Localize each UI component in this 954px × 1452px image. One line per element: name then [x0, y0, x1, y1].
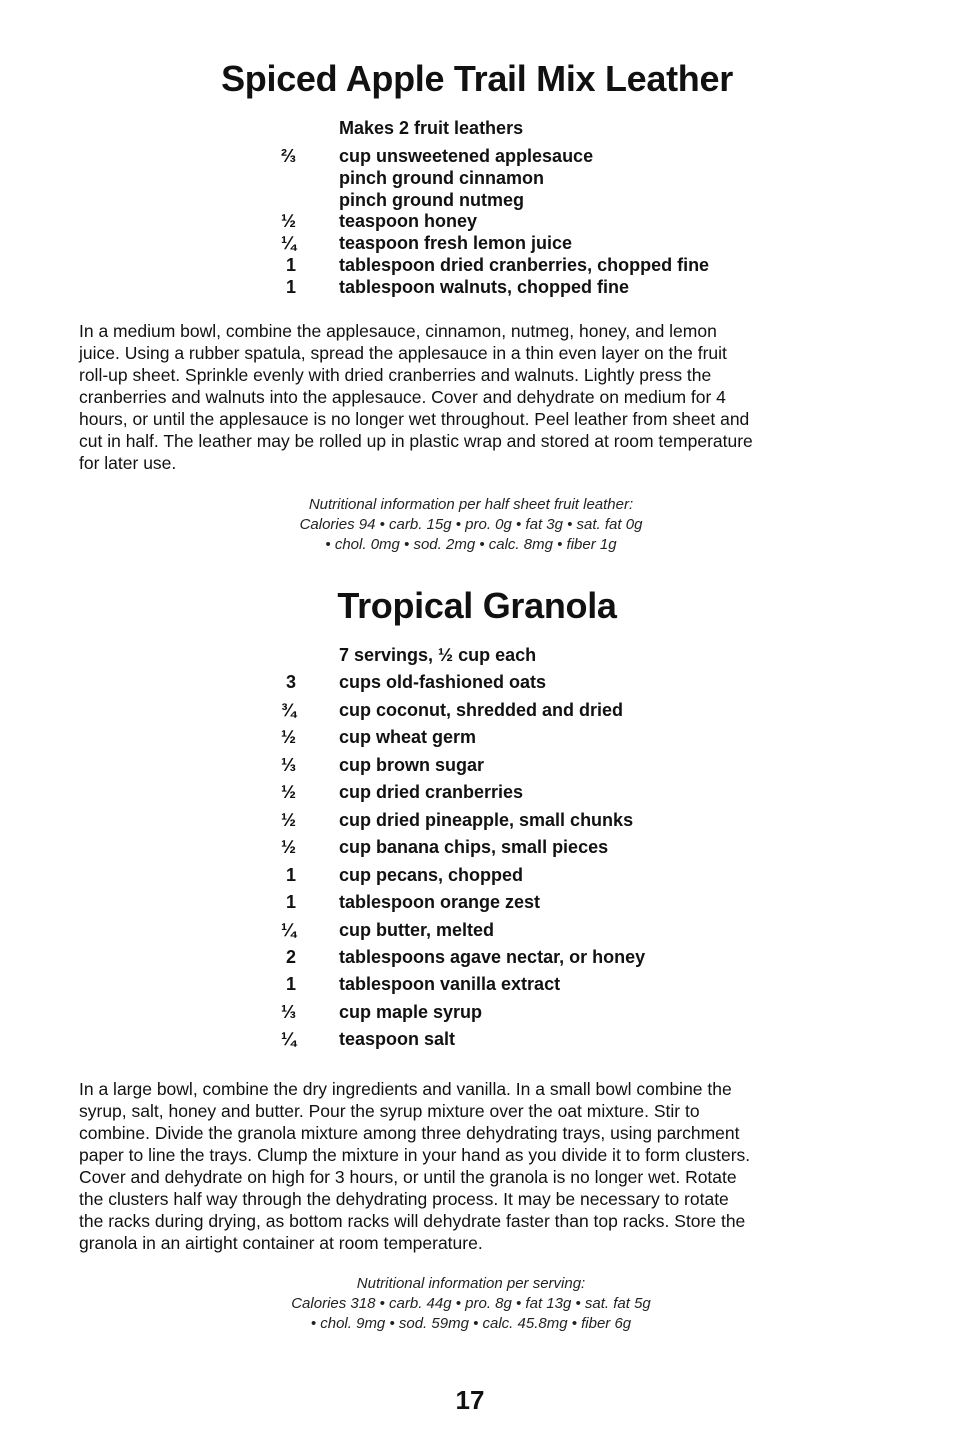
recipe-yield: [0, 117, 954, 139]
ingredient-description: tablespoon vanilla extract: [339, 974, 561, 994]
recipe-yield: [0, 644, 954, 666]
ingredient-row: [0, 671, 954, 693]
ingredient-row: [0, 946, 954, 968]
nutrition-line: • chol. 9mg • sod. 59mg • calc. 45.8mg • fiber 6g: [310, 1315, 632, 1332]
yield-text: Makes 2 fruit leathers: [339, 118, 524, 138]
page-number: 17: [455, 1385, 485, 1415]
ingredient-description: cup maple syrup: [339, 1002, 483, 1022]
ingredient-description: pinch ground nutmeg: [339, 190, 524, 210]
ingredient-quantity: 1: [285, 974, 296, 994]
ingredient-row: [0, 836, 954, 858]
recipe-instructions: [79, 1078, 879, 1254]
ingredient-quantity: ⅔: [280, 146, 296, 166]
instruction-line: for later use.: [79, 453, 177, 473]
ingredient-row: [0, 276, 954, 298]
ingredient-description: cup pecans, chopped: [339, 865, 524, 885]
ingredient-description: tablespoons agave nectar, or honey: [339, 947, 646, 967]
ingredient-description: cup dried pineapple, small chunks: [339, 810, 634, 830]
ingredient-description: cup banana chips, small pieces: [339, 837, 609, 857]
ingredient-description: cup wheat germ: [339, 727, 477, 747]
yield-text: 7 servings, ½ cup each: [339, 645, 537, 665]
instruction-line: In a large bowl, combine the dry ingredients and vanilla. In a small bowl combine the: [79, 1079, 732, 1099]
recipe-title: Spiced Apple Trail Mix Leather: [221, 58, 733, 99]
ingredient-quantity: ¼: [280, 920, 296, 940]
instruction-line: cut in half. The leather may be rolled up in plastic wrap and stored at room temperature: [79, 431, 753, 451]
ingredient-row: [0, 210, 954, 232]
nutrition-line: Nutritional information per half sheet fruit leather:: [308, 496, 634, 513]
ingredient-description: pinch ground cinnamon: [339, 168, 544, 188]
ingredient-row: [0, 167, 954, 189]
ingredient-description: cup unsweetened applesauce: [339, 146, 594, 166]
ingredient-row: [0, 232, 954, 254]
nutrition-line: Calories 94 • carb. 15g • pro. 0g • fat 3g • sat. fat 0g: [299, 516, 643, 533]
ingredient-description: teaspoon salt: [339, 1029, 456, 1049]
ingredient-description: tablespoon orange zest: [339, 892, 541, 912]
ingredient-row: [0, 699, 954, 721]
ingredient-quantity: ½: [280, 727, 296, 747]
instruction-line: the racks during drying, as bottom racks will dehydrate faster than top racks. Store the: [79, 1211, 746, 1231]
instruction-line: In a medium bowl, combine the applesauce, cinnamon, nutmeg, honey, and lemon: [79, 321, 717, 341]
instruction-line: hours, or until the applesauce is no longer wet throughout. Peel leather from sheet and: [79, 409, 750, 429]
ingredient-quantity: 1: [285, 277, 296, 297]
nutrition-info: [0, 1274, 942, 1334]
instruction-line: roll-up sheet. Sprinkle evenly with dried cranberries and walnuts. Lightly press the: [79, 365, 712, 385]
ingredient-description: cup dried cranberries: [339, 782, 524, 802]
ingredient-row: [0, 726, 954, 748]
instruction-line: cranberries and walnuts into the applesauce. Cover and dehydrate on medium for 4: [79, 387, 726, 407]
ingredient-row: [0, 973, 954, 995]
ingredient-description: cup brown sugar: [339, 755, 485, 775]
ingredient-quantity: ½: [280, 782, 296, 802]
ingredient-quantity: ½: [280, 211, 296, 231]
instruction-line: granola in an airtight container at room temperature.: [79, 1233, 483, 1253]
ingredient-quantity: 3: [285, 672, 296, 692]
ingredient-description: cups old-fashioned oats: [339, 672, 547, 692]
ingredient-row: [0, 254, 954, 276]
instruction-line: paper to line the trays. Clump the mixture in your hand as you divide it to form clusters.: [79, 1145, 751, 1165]
ingredient-row: [0, 754, 954, 776]
ingredient-quantity: 1: [285, 892, 296, 912]
ingredient-quantity: 2: [285, 947, 296, 967]
nutrition-line: • chol. 0mg • sod. 2mg • calc. 8mg • fiber 1g: [325, 536, 617, 553]
nutrition-line: Calories 318 • carb. 44g • pro. 8g • fat 13g • sat. fat 5g: [291, 1295, 651, 1312]
ingredient-quantity: ½: [280, 810, 296, 830]
ingredient-description: cup butter, melted: [339, 920, 495, 940]
ingredient-description: cup coconut, shredded and dried: [339, 700, 624, 720]
ingredient-row: [0, 189, 954, 211]
ingredient-quantity: 1: [285, 865, 296, 885]
ingredient-row: [0, 145, 954, 167]
ingredient-row: [0, 919, 954, 941]
ingredient-row: [0, 1028, 954, 1050]
instruction-line: combine. Divide the granola mixture among three dehydrating trays, using parchment: [79, 1123, 740, 1143]
instruction-line: syrup, salt, honey and butter. Pour the syrup mixture over the oat mixture. Stir to: [79, 1101, 700, 1121]
ingredient-row: [0, 891, 954, 913]
recipe-title: Tropical Granola: [337, 585, 617, 626]
ingredient-quantity: ⅓: [280, 1002, 296, 1022]
nutrition-info: [0, 495, 942, 555]
ingredient-row: [0, 1001, 954, 1023]
ingredient-row: [0, 809, 954, 831]
ingredient-description: teaspoon honey: [339, 211, 478, 231]
ingredient-quantity: ¼: [280, 1029, 296, 1049]
ingredient-description: tablespoon walnuts, chopped fine: [339, 277, 630, 297]
ingredient-quantity: 1: [285, 255, 296, 275]
ingredient-description: teaspoon fresh lemon juice: [339, 233, 573, 253]
nutrition-line: Nutritional information per serving:: [356, 1275, 586, 1292]
ingredient-quantity: ¾: [280, 700, 296, 720]
instruction-line: juice. Using a rubber spatula, spread the applesauce in a thin even layer on the fruit: [79, 343, 727, 363]
ingredient-quantity: ½: [280, 837, 296, 857]
ingredient-row: [0, 864, 954, 886]
instruction-line: Cover and dehydrate on high for 3 hours, or until the granola is no longer wet. Rotate: [79, 1167, 737, 1187]
ingredient-quantity: ¼: [280, 233, 296, 253]
instruction-line: the clusters half way through the dehydrating process. It may be necessary to rotate: [79, 1189, 729, 1209]
ingredient-description: tablespoon dried cranberries, chopped fine: [339, 255, 710, 275]
recipe-instructions: [79, 320, 879, 474]
ingredient-row: [0, 781, 954, 803]
ingredient-quantity: ⅓: [280, 755, 296, 775]
